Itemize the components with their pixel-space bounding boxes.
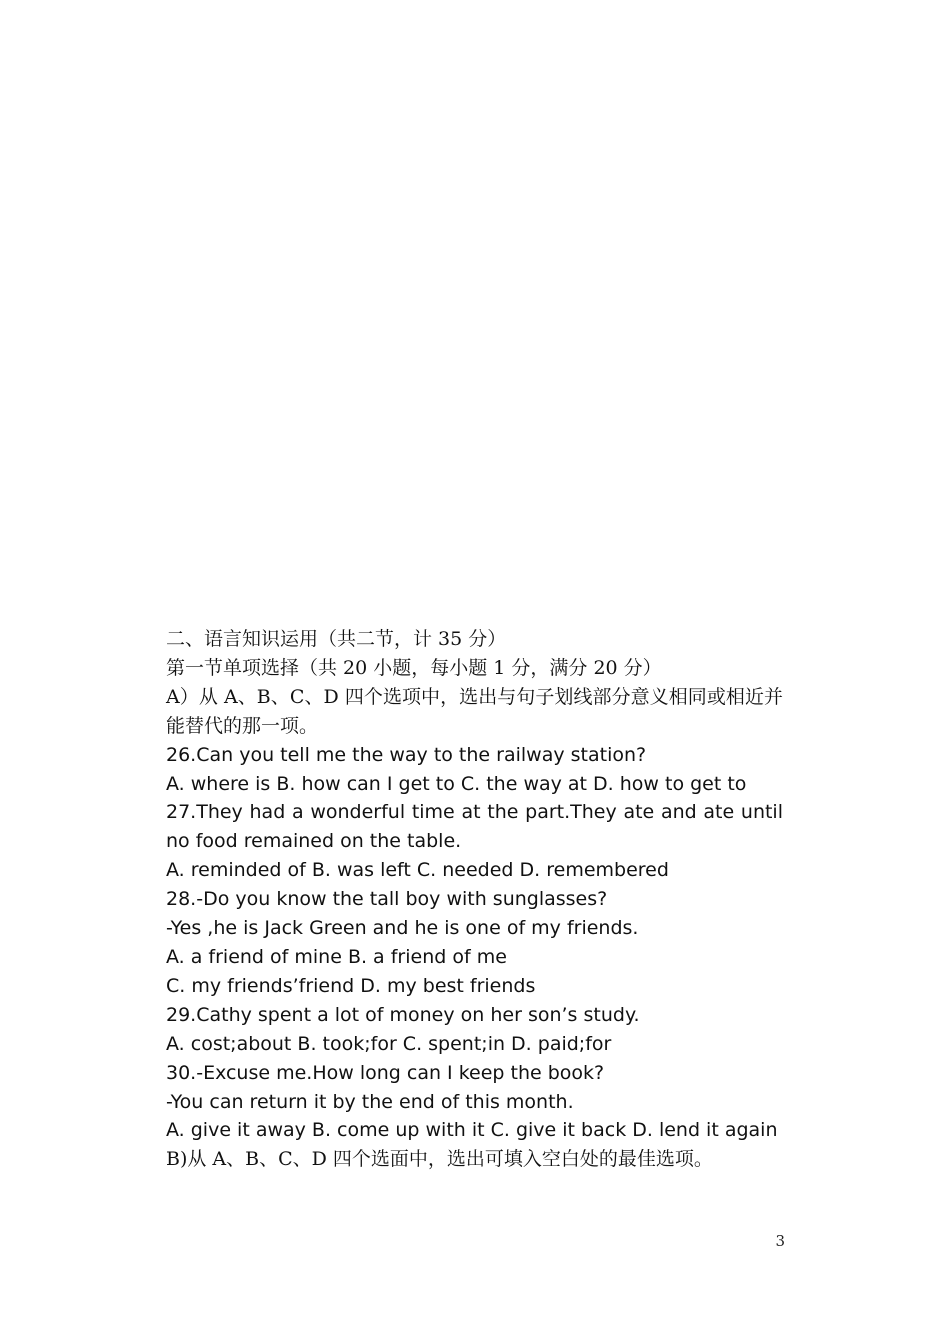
question-30: 30.-Excuse me.How long can I keep the book? [166,1061,605,1084]
instruction-a: A）从 A、B、C、D 四个选项中，选出与句子划线部分意义相同或相近并能替代的那一项。 [166,685,783,737]
document-body [166,625,783,1174]
subsection-heading: 第一节单项选择（共 20 小题，每小题 1 分，满分 20 分） [166,656,662,679]
question-28-options-ab: A. a friend of mine B. a friend of me [166,945,507,968]
question-30-options: A. give it away B. come up with it C. give it back D. lend it again [166,1119,778,1142]
instruction-b: B)从 A、B、C、D 四个选面中，选出可填入空白处的最佳选项。 [166,1148,713,1171]
question-29-options: A. cost;about B. took;for C. spent;in D. paid;for [166,1032,612,1055]
question-27-options: A. reminded of B. was left C. needed D. remembered [166,859,669,882]
question-30-reply: -You can return it by the end of this month. [166,1090,574,1113]
question-26-options: A. where is B. how can I get to C. the way at D. how to get to [166,772,747,795]
question-28-reply: -Yes ,he is Jack Green and he is one of my friends. [166,917,639,940]
question-27: 27.They had a wonderful time at the part.They ate and ate until no food remained on the table. [166,801,783,853]
question-28-options-cd: C. my friends’friend D. my best friends [166,974,536,997]
section-heading: 二、语言知识运用（共二节，计 35 分） [166,628,507,650]
question-28: 28.-Do you know the tall boy with sunglasses? [166,888,608,911]
question-26: 26.Can you tell me the way to the railway station? [166,743,647,766]
question-29: 29.Cathy spent a lot of money on her son’s study. [166,1003,640,1026]
page-number: 3 [775,1232,785,1250]
